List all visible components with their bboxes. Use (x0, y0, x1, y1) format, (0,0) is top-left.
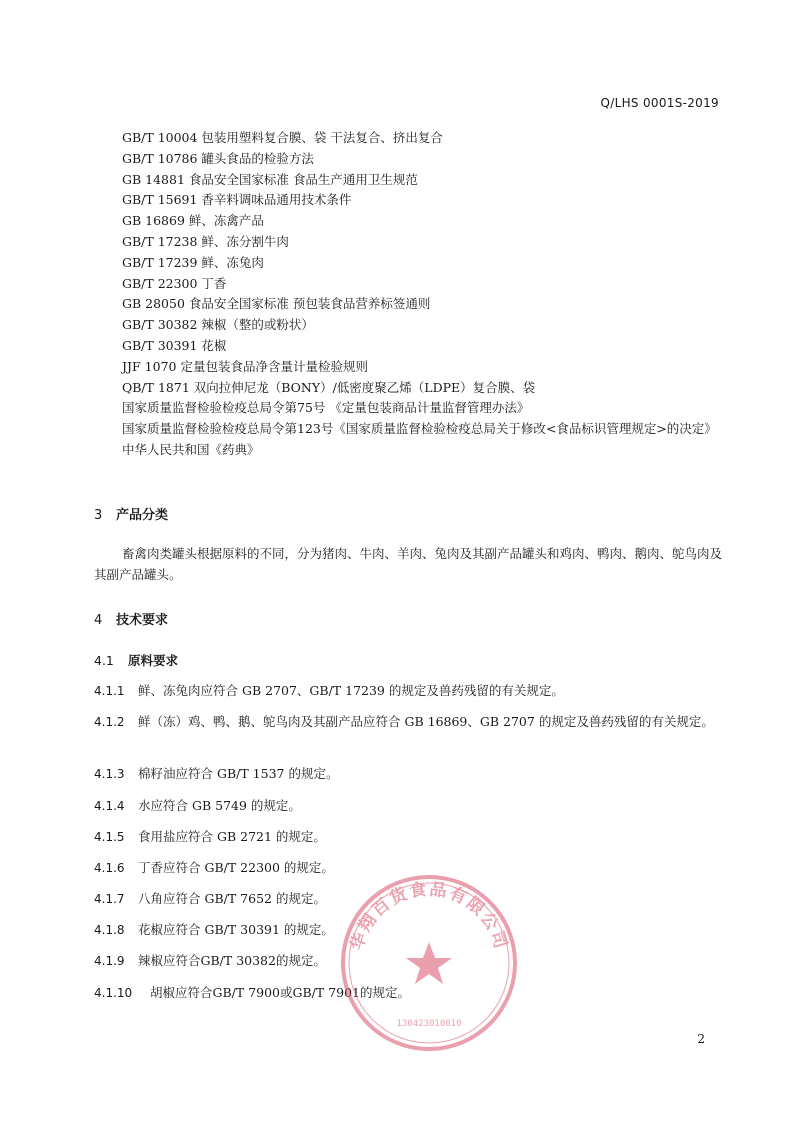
clause-text: 花椒应符合 GB/T 30391 的规定。 (138, 922, 334, 937)
clause-text: 鲜、冻兔肉应符合 GB 2707、GB/T 17239 的规定及兽药残留的有关规定。 (138, 683, 564, 698)
reference-item: GB/T 30382 辣椒（整的或粉状） (122, 317, 314, 333)
clause-4-1-1 (94, 680, 728, 702)
clause-number: 4.1.2 (94, 715, 125, 729)
clause-number: 4.1.3 (94, 767, 125, 781)
clause-number: 4.1.8 (94, 923, 125, 937)
section-3-body: 畜禽肉类罐头根据原料的不同，分为猪肉、牛肉、羊肉、兔肉及其副产品罐头和鸡肉、鸭肉、鹅肉、鸵鸟肉及其副产品罐头。 (94, 546, 723, 582)
reference-item: 中华人民共和国《药典》 (122, 441, 260, 457)
reference-item: JJF 1070 定量包装食品净含量计量检验规则 (122, 358, 368, 374)
reference-item: GB 28050 食品安全国家标准 预包装食品营养标签通则 (122, 296, 431, 312)
reference-item: GB/T 15691 香辛料调味品通用技术条件 (122, 192, 352, 208)
section-number: 4 (94, 613, 103, 628)
stamp-company-name: 华翔百货食品有限公司 (347, 879, 511, 953)
clause-text: 八角应符合 GB/T 7652 的规定。 (138, 891, 326, 906)
clause-number: 4.1.1 (94, 684, 125, 698)
clause-text: 食用盐应符合 GB 2721 的规定。 (138, 829, 326, 844)
reference-item: GB/T 30391 花椒 (122, 337, 227, 353)
reference-item: GB/T 22300 丁香 (122, 275, 227, 291)
subsection-number: 4.1 (94, 653, 114, 668)
reference-item: GB/T 10786 罐头食品的检验方法 (122, 150, 314, 166)
clause-number: 4.1.9 (94, 954, 125, 968)
clause-4-1-3 (94, 763, 728, 785)
clause-text: 水应符合 GB 5749 的规定。 (138, 798, 301, 813)
reference-item: GB 14881 食品安全国家标准 食品生产通用卫生规范 (122, 171, 418, 187)
section-3-heading (94, 504, 168, 523)
svg-text:华翔百货食品有限公司 (346, 878, 511, 952)
clause-number: 4.1.5 (94, 830, 125, 844)
document-code: Q/LHS 0001S-2019 (600, 96, 719, 110)
company-seal-stamp (336, 870, 522, 1056)
reference-item: QB/T 1871 双向拉伸尼龙（BONY）/低密度聚乙烯（LDPE）复合膜、袋 (122, 379, 536, 395)
page-number: 2 (697, 1032, 705, 1046)
clause-number: 4.1.10 (94, 986, 133, 1000)
stamp-code: 130423010810 (396, 1019, 462, 1029)
clause-4-1-2 (94, 711, 728, 733)
clause-number: 4.1.4 (94, 799, 125, 813)
normative-references-list (94, 128, 734, 461)
section-title: 技术要求 (116, 613, 169, 628)
reference-item: GB/T 10004 包装用塑料复合膜、袋 干法复合、挤出复合 (122, 130, 443, 145)
section-4-heading (94, 609, 168, 628)
clause-text: 鲜（冻）鸡、鸭、鹅、鸵鸟肉及其副产品应符合 GB 16869、GB 2707 的规定及兽药残留的有关规定。 (138, 714, 714, 729)
clause-4-1-5 (94, 826, 728, 848)
section-number: 3 (94, 508, 103, 523)
clause-text: 胡椒应符合GB/T 7900或GB/T 7901的规定。 (150, 985, 411, 1000)
clause-number: 4.1.6 (94, 861, 125, 875)
reference-item: 国家质量监督检验检疫总局令第123号《国家质量监督检验检疫总局关于修改<食品标识管理规定>的决定》 (122, 421, 717, 437)
section-title: 产品分类 (116, 508, 169, 523)
clause-text: 辣椒应符合GB/T 30382的规定。 (138, 953, 326, 968)
clause-text: 丁香应符合 GB/T 22300 的规定。 (138, 860, 334, 875)
subsection-title: 原料要求 (128, 653, 179, 668)
reference-item: GB/T 17239 鲜、冻兔肉 (122, 254, 264, 270)
subsection-4-1-heading (94, 651, 178, 669)
clause-number: 4.1.7 (94, 892, 125, 906)
clause-4-1-4 (94, 795, 728, 817)
clause-text: 棉籽油应符合 GB/T 1537 的规定。 (138, 766, 339, 781)
reference-item: GB/T 17238 鲜、冻分割牛肉 (122, 233, 289, 249)
reference-item: GB 16869 鲜、冻禽产品 (122, 213, 264, 229)
reference-item: 国家质量监督检验检疫总局令第75号 《定量包装商品计量监督管理办法》 (122, 400, 530, 416)
